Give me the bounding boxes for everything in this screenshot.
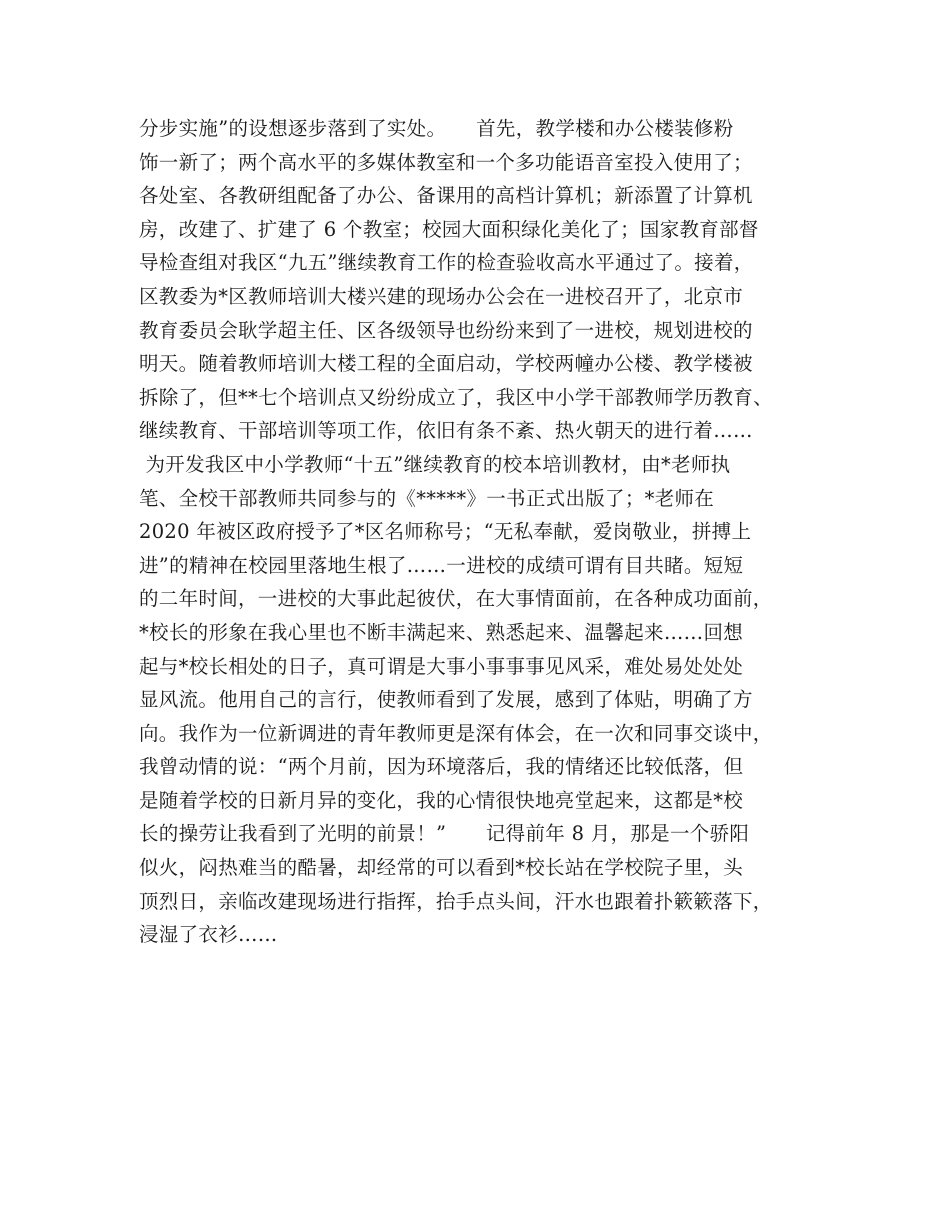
text-line: 向。我作为一位新调进的青年教师更是深有体会，在一次和同事交谈中， bbox=[139, 721, 773, 745]
text-line: 似火，闷热难当的酷暑，却经常的可以看到*校长站在学校院子里，头 bbox=[139, 856, 744, 880]
text-line: 继续教育、干部培训等项工作，依旧有条不紊、热火朝天的进行着…… bbox=[139, 419, 753, 443]
text-line: 为开发我区中小学教师“十五”继续教育的校本培训教材，由*老师执 bbox=[139, 452, 731, 476]
text-line: 显风流。他用自己的言行，使教师看到了发展，感到了体贴，明确了方 bbox=[139, 688, 753, 712]
text-line: 拆除了，但**七个培训点又纷纷成立了，我区中小学干部教师学历教育、 bbox=[139, 385, 773, 409]
text-line: 我曾动情的说：“两个月前，因为环境落后，我的情绪还比较低落，但 bbox=[139, 755, 744, 779]
text-line: 进”的精神在校园里落地生根了……一进校的成绩可谓有目共睹。短短 bbox=[139, 553, 744, 577]
text-line: 教育委员会耿学超主任、区各级领导也纷纷来到了一进校，规划进校的 bbox=[139, 318, 753, 342]
text-line: 2020 年被区政府授予了*区名师称号；“无私奉献，爱岗敬业，拼搏上 bbox=[139, 520, 752, 544]
text-line: *校长的形象在我心里也不断丰满起来、熟悉起来、温馨起来……回想 bbox=[139, 620, 744, 644]
text-line: 长的操劳让我看到了光明的前景！” 记得前年 8 月，那是一个骄阳 bbox=[139, 822, 750, 846]
text-line: 各处室、各教研组配备了办公、备课用的高档计算机；新添置了计算机 bbox=[139, 184, 753, 208]
text-line: 分步实施”的设想逐步落到了实处。 首先，教学楼和办公楼装修粉 bbox=[139, 117, 734, 140]
text-line: 笔、全校干部教师共同参与的《*****》一书正式出版了；*老师在 bbox=[139, 486, 715, 510]
text-line: 是随着学校的日新月异的变化，我的心情很快地亮堂起来，这都是*校 bbox=[139, 788, 744, 812]
text-line: 明天。随着教师培训大楼工程的全面启动，学校两幢办公楼、教学楼被 bbox=[139, 352, 753, 376]
text-line: 的二年时间，一进校的大事此起彼伏，在大事情面前，在各种成功面前， bbox=[139, 587, 773, 611]
text-line: 房，改建了、扩建了 6 个教室；校园大面积绿化美化了；国家教育部督 bbox=[139, 217, 759, 241]
text-line: 浸湿了衣衫…… bbox=[139, 923, 278, 947]
text-line: 导检查组对我区“九五”继续教育工作的检查验收高水平通过了。接着， bbox=[139, 251, 754, 275]
body-text bbox=[139, 112, 839, 952]
text-line: 起与*校长相处的日子，真可谓是大事小事事事见风采，难处易处处处 bbox=[139, 654, 744, 678]
text-line: 区教委为*区教师培训大楼兴建的现场办公会在一进校召开了，北京市 bbox=[139, 284, 744, 308]
text-line: 饰一新了；两个高水平的多媒体教室和一个多功能语音室投入使用了； bbox=[139, 150, 753, 174]
text-line: 顶烈日，亲临改建现场进行指挥，抬手点头间，汗水也跟着扑簌簌落下， bbox=[139, 889, 773, 913]
